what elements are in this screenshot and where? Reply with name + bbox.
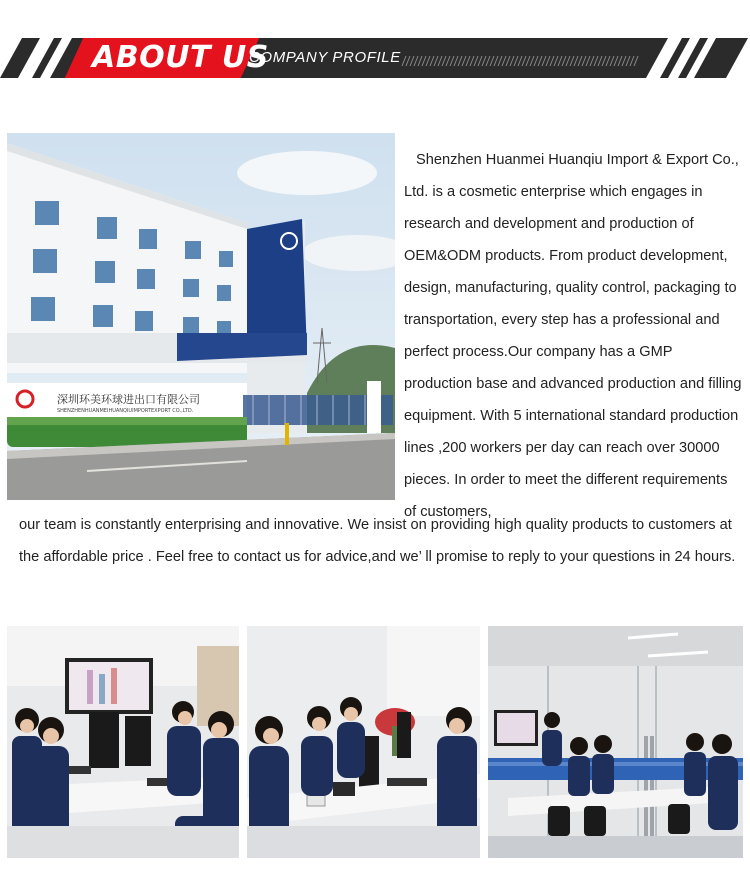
sign-text-en: SHENZHENHUANMEIHUANQIUIMPORTEXPORT CO.,LTD.	[57, 408, 194, 414]
sign-text-cn: 深圳环美环球进出口有限公司	[57, 393, 200, 406]
office-photo-1	[7, 626, 239, 858]
continuation-paragraph: our team is constantly enterprising and innovative. We insist on providing high quality products to customers at the affordable price . Feel free to contact us for advice,and we’ ll promise to reply to your questions in 24 hours.	[19, 517, 736, 565]
section-banner	[0, 38, 750, 78]
building-photo	[7, 133, 395, 500]
section-subtitle: COMPANY PROFILE	[249, 49, 401, 66]
intro-paragraph: Shenzhen Huanmei Huanqiu Import & Export Co., Ltd. is a cosmetic enterprise which engages in research and development and production of OEM&ODM products. From product development, design, manufacturing, quality control, packaging to transportation, every step has a professional and perfect process.Our company has a GMP production base and advanced production and filling equipment. With 5 international standard production lines ,200 workers per day can reach over 30000 pieces. In order to meet the different requirements of customers,	[404, 152, 742, 520]
office-photo-3	[488, 626, 743, 858]
section-title: ABOUT US	[92, 40, 269, 75]
office-photo-2	[247, 626, 480, 858]
